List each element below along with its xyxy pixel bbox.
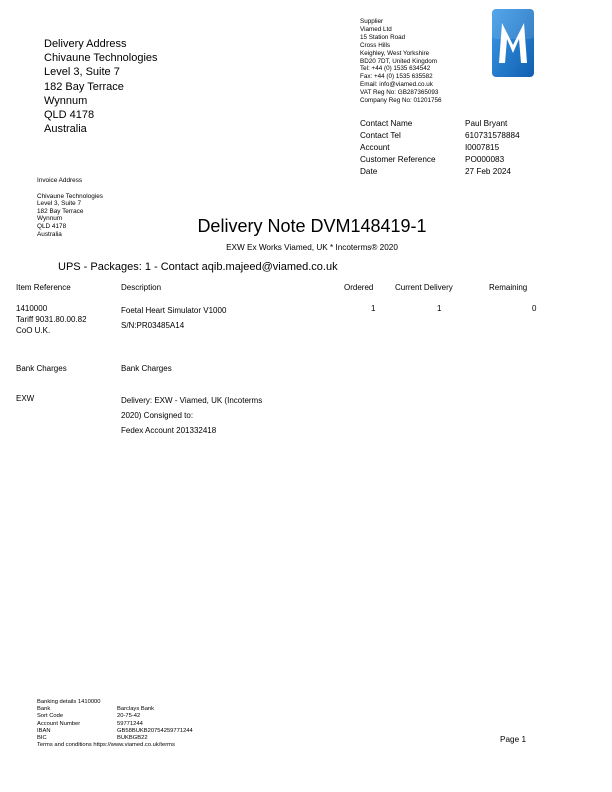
contact-label: Contact Tel [360, 131, 401, 140]
banking-label: BIC [37, 735, 47, 742]
banking-value: 20-75-42 [117, 713, 141, 720]
item-remaining: 0 [532, 304, 537, 313]
contact-details [360, 119, 520, 179]
supplier-line: Supplier [360, 18, 384, 25]
banking-row [37, 735, 193, 742]
banking-label: Sort Code [37, 713, 64, 720]
shipping-line: UPS - Packages: 1 - Contact aqib.majeed@viamed.co.uk [58, 261, 338, 273]
banking-heading: Banking details 1410000 [37, 699, 101, 705]
banking-value: 59771244 [117, 720, 143, 727]
supplier-line: VAT Reg No: GB287365093 [360, 89, 439, 97]
invoice-address-line: Level 3, Suite 7 [37, 200, 82, 208]
banking-value: BUKBGB22 [117, 735, 148, 742]
supplier-line: Keighley, West Yorkshire [360, 49, 430, 57]
supplier-block [360, 18, 442, 105]
contact-label: Date [360, 167, 378, 176]
item-ref-line: CoO U.K. [16, 326, 51, 335]
contact-label: Account [360, 143, 390, 152]
banking-row [37, 728, 193, 735]
item-description-line: Fedex Account 201332418 [121, 426, 217, 435]
item-description-line: Bank Charges [121, 364, 172, 373]
banking-label: Bank [37, 706, 51, 713]
contact-row [360, 131, 520, 143]
contact-value: PO000083 [465, 155, 505, 164]
invoice-address-line: Australia [37, 230, 62, 238]
contact-label: Customer Reference [360, 155, 436, 164]
item-ordered: 1 [371, 304, 376, 313]
contact-label: Contact Name [360, 119, 413, 128]
banking-value: Barclays Bank [117, 706, 155, 713]
column-header-current-delivery: Current Delivery [395, 283, 453, 292]
table-row-item-ref [16, 303, 87, 336]
supplier-line: Company Reg No: 01201756 [360, 97, 442, 105]
delivery-address-line: Wynnum [44, 94, 88, 107]
delivery-address-line: QLD 4178 [44, 109, 95, 122]
banking-row [37, 713, 193, 720]
table-row-description [121, 393, 262, 438]
item-description-line: 2020) Consigned to: [121, 411, 194, 420]
invoice-address-line: Wynnum [37, 215, 63, 223]
column-header-description: Description [121, 283, 162, 292]
supplier-line: BD20 7DT, United Kingdom [360, 57, 438, 65]
contact-row [360, 143, 520, 155]
item-description-line: Foetal Heart Simulator V1000 [121, 306, 227, 315]
delivery-address [44, 37, 158, 136]
contact-value: 610731578884 [465, 131, 520, 140]
supplier-line: Viamed Ltd [360, 25, 392, 33]
banking-row [37, 721, 193, 728]
item-current-delivery: 1 [437, 304, 442, 313]
supplier-line: Cross Hills [360, 41, 391, 49]
invoice-address-heading: Invoice Address [37, 177, 83, 184]
column-header-item-reference: Item Reference [16, 283, 71, 292]
contact-row [360, 119, 520, 131]
contact-value: Paul Bryant [465, 119, 508, 128]
contact-row [360, 155, 520, 167]
supplier-email[interactable]: Email: info@viamed.co.uk [360, 81, 433, 89]
banking-label: Account Number [37, 720, 81, 727]
item-ref-line: 1410000 [16, 304, 48, 313]
delivery-address-line: 182 Bay Terrace [44, 80, 124, 93]
invoice-address-line: Chivaune Technologies [37, 192, 103, 200]
supplier-line: Fax: +44 (0) 1535 635582 [360, 73, 433, 81]
invoice-address-line: 182 Bay Terrace [37, 207, 84, 215]
invoice-address-line: QLD 4178 [37, 222, 67, 230]
document-subtitle: EXW Ex Works Viamed, UK * Incoterms® 2020 [226, 243, 398, 252]
contact-value: I0007815 [465, 143, 500, 152]
item-ref-line: EXW [16, 394, 35, 403]
supplier-line: Tel: +44 (0) 1535 634542 [360, 65, 431, 73]
item-ref-line: Tariff 9031.80.00.82 [16, 315, 87, 324]
item-description-line: Delivery: EXW - Viamed, UK (Incoterms [121, 396, 263, 405]
column-header-remaining: Remaining [489, 283, 528, 292]
banking-value: GB58BUKB20754259771244 [117, 727, 193, 734]
contact-value: 27 Feb 2024 [465, 167, 511, 176]
delivery-address-heading: Delivery Address [44, 38, 127, 50]
contact-row [360, 167, 520, 179]
document-title: Delivery Note DVM148419-1 [197, 216, 427, 236]
column-header-ordered: Ordered [344, 283, 374, 292]
banking-row [37, 706, 193, 713]
item-description-line: S/N:PR03485A14 [121, 321, 185, 330]
item-ref-line: Bank Charges [16, 364, 67, 373]
terms-link[interactable]: Terms and conditions https://www.viamed.co.uk/terms [37, 742, 175, 749]
delivery-address-line: Level 3, Suite 7 [44, 66, 120, 79]
banking-label: IBAN [37, 727, 51, 734]
supplier-line: 15 Station Road [360, 33, 406, 41]
table-row-description [121, 303, 226, 333]
delivery-address-line: Australia [44, 123, 87, 136]
banking-details [37, 699, 193, 749]
page-number: Page 1 [500, 735, 526, 744]
viamed-logo-icon [492, 9, 534, 77]
delivery-address-line: Chivaune Technologies [44, 52, 158, 65]
